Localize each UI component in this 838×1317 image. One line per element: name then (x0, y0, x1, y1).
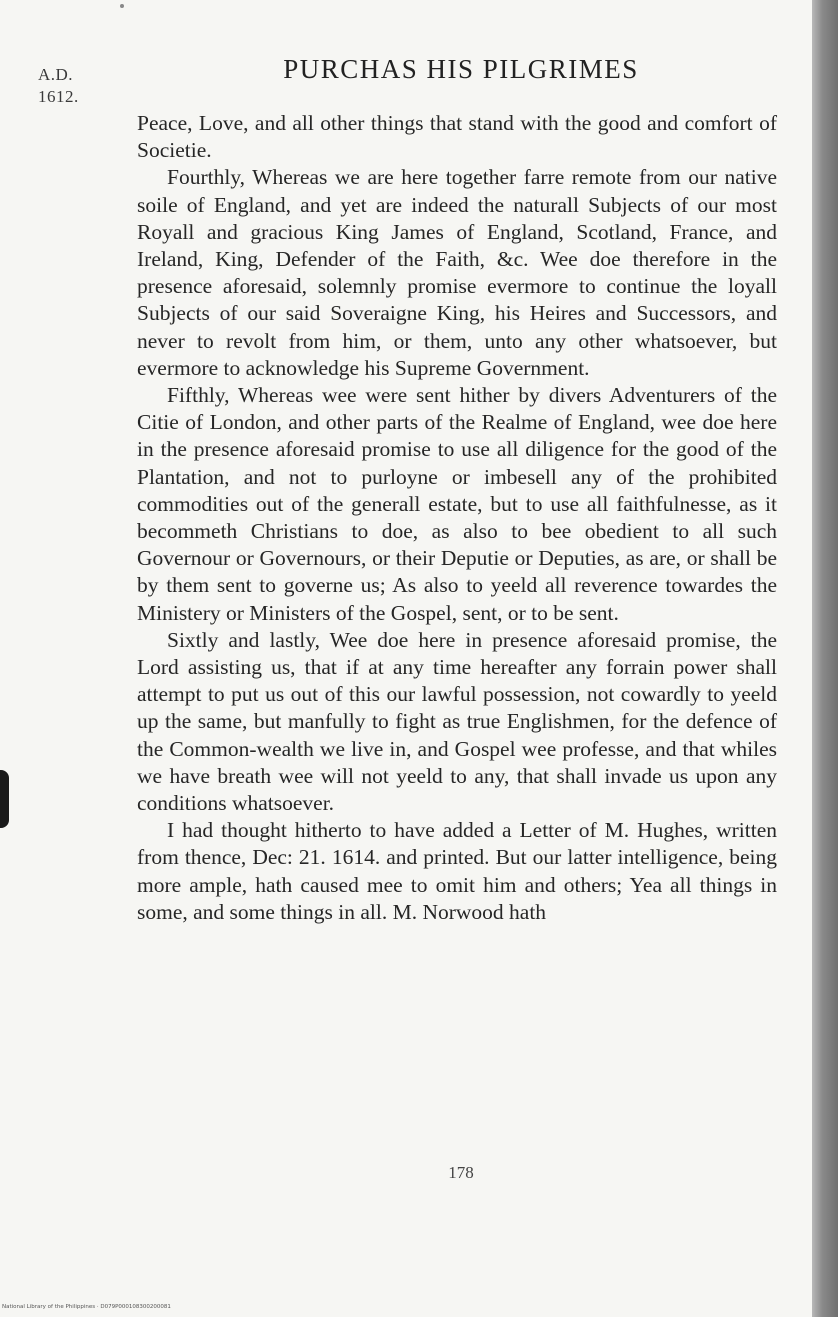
footer-credit: National Library of the Philippines · D079P000108300200081 (2, 1304, 171, 1310)
paragraph: Fifthly, Whereas wee were sent hither by divers Adventurers of the Citie of London, and other parts of the Realme of England, wee doe here in the presence aforesaid promise to use all diligence for the good of the Plantation, and not to purloyne or imbesell any of the prohibited commodities out of the generall estate, but to use all faithfulnesse, as it becommeth Christians to doe, as also to bee obedient to all such Governour or Governours, or their Deputie or Deputies, as are, or shall be by them sent to governe us; As also to yeeld all reverence towardes the Ministery or Ministers of the Gospel, sent, or to be sent. (137, 383, 777, 625)
margin-note-label: A.D. (38, 65, 74, 84)
body-text (137, 110, 777, 926)
paragraph: Sixtly and lastly, Wee doe here in presence aforesaid promise, the Lord assisting us, that if at any time hereafter any forrain power shall attempt to put us out of this our lawful possession, not cowardly to yeeld up the same, but manfully to fight as true Englishmen, for the defence of the Common-wealth we live in, and Gospel wee professe, and that whiles we have breath wee will not yeeld to any, that shall invade us upon any conditions whatsoever. (137, 627, 777, 816)
speck-mark (120, 4, 124, 8)
running-head: PURCHAS HIS PILGRIMES (283, 54, 639, 84)
paragraph: I had thought hitherto to have added a Letter of M. Hughes, written from thence, Dec: 21. 1614. and printed. But our latter intelligence, being more ample, hath caused mee to omit him and others; Yea all things in some, and some things in all. M. Norwood hath (137, 818, 777, 924)
paragraph: Peace, Love, and all other things that stand with the good and comfort of Societie. (137, 111, 777, 163)
margin-note (38, 64, 79, 108)
book-gutter (812, 0, 838, 1317)
page-number: 178 (448, 1163, 474, 1182)
paragraph: Fourthly, Whereas we are here together farre remote from our native soile of England, and yet are indeed the naturall Subjects of our most Royall and gracious King James of England, Scotland, France, and Ireland, King, Defender of the Faith, &c. Wee doe therefore in the presence aforesaid, solemnly promise evermore to continue the loyall Subjects of our said Soveraigne King, his Heires and Successors, and never to revolt from him, or them, unto any other whatsoever, but evermore to acknowledge his Supreme Government. (137, 165, 777, 380)
page-edge-blot (0, 770, 9, 828)
margin-note-year: 1612. (38, 87, 79, 106)
